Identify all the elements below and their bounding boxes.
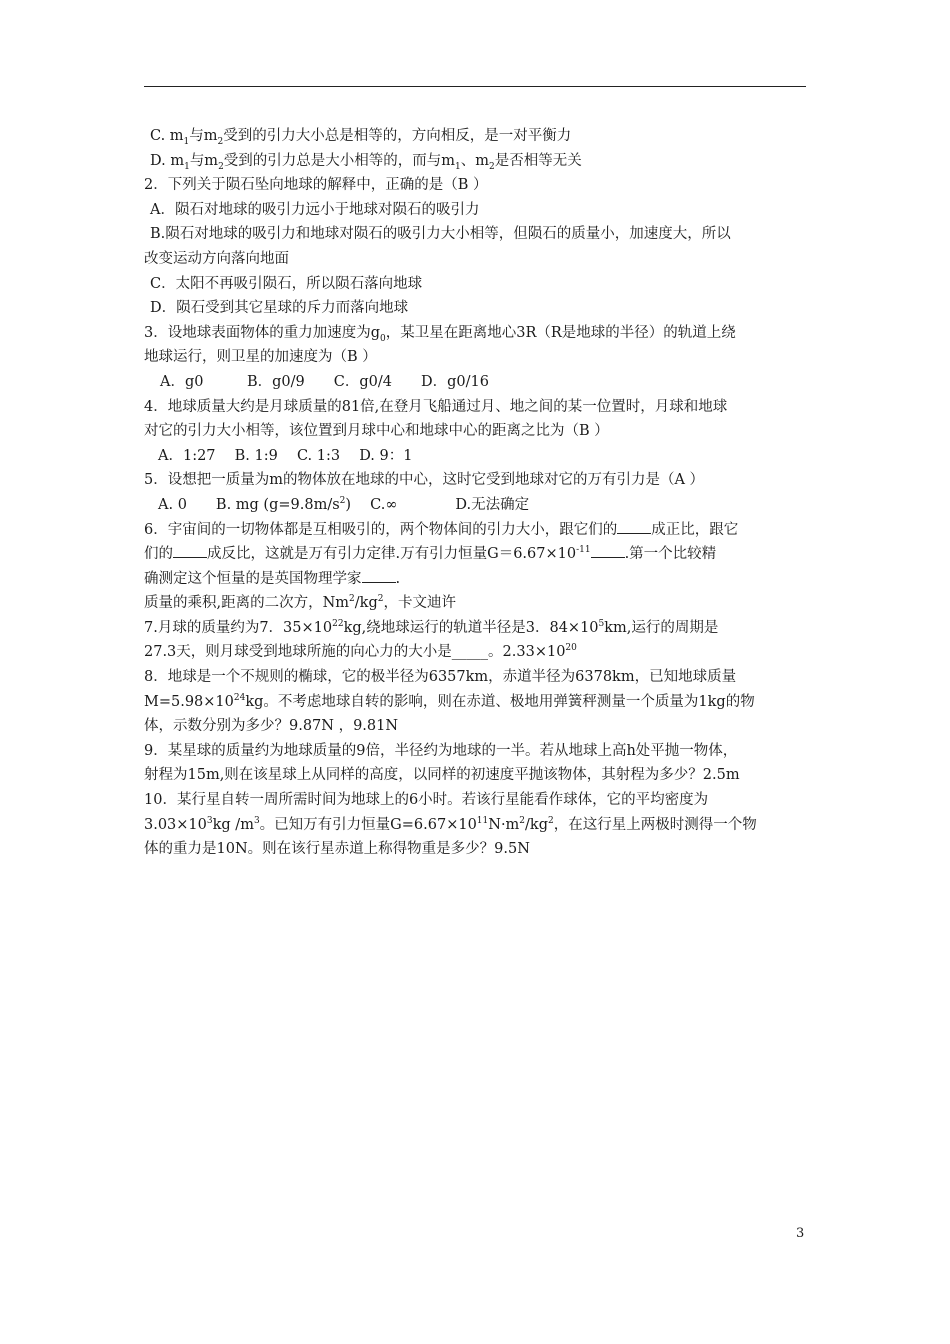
q5-options: A. 0 B. mg $(g=9.8m/s^2)$ C.∞ D.无法确定 (158, 496, 530, 513)
fill-blank (362, 568, 396, 583)
document-body (144, 124, 808, 862)
q2-stem: 2．下列关于陨石坠向地球的解释中，正确的是（B ） (144, 177, 488, 194)
q1-option-c: C. $m_1$与$m_2$受到的引力大小总是相等的，方向相反，是一对平衡力 (150, 128, 572, 147)
page-number: 3 (796, 1226, 805, 1241)
header-rule (144, 86, 806, 87)
q7-line1: 7.月球的质量约为7．$35\times 10^{22}kg$,绕地球运行的轨道半径是3．$84\times 10^5km$,运行的周期是 (144, 619, 719, 636)
q4-stem-line2: 对它的引力大小相等，该位置到月球中心和地球中心的距离之比为（B ） (144, 423, 609, 440)
q2-option-b-line2: 改变运动方向落向地面 (144, 250, 289, 267)
q5-stem: 5．设想把一质量为m的物体放在地球的中心，这时它受到地球对它的万有引力是（A ） (144, 472, 705, 489)
q2-option-d: D．陨石受到其它星球的斥力而落向地球 (150, 300, 409, 317)
q2-option-c: C．太阳不再吸引陨石，所以陨石落向地球 (150, 275, 423, 292)
q1-option-d: D. $m_1$与$m_2$受到的引力总是大小相等的，而与$m_1$、$m_2$是否相等无关 (150, 152, 582, 172)
q10-line3: 体的重力是10N。则在该行星赤道上称得物重是多少？9.5N (144, 841, 530, 858)
q7-line2: 27.3天，则月球受到地球所施的向心力的大小是_____。$2.33\times 10^{20}$ (144, 643, 577, 661)
q8-line3: 体，示数分别为多少？9.87N ，9.81N (144, 718, 399, 735)
q3-stem-line1: 3．设地球表面物体的重力加速度为$g_0$，某卫星在距离地心3R（R是地球的半径）的轨道上绕 (144, 324, 736, 344)
q6-line1: 6．宇宙间的一切物体都是互相吸引的，两个物体间的引力大小，跟它们的 成正比，跟它 (144, 518, 808, 543)
q10-line2: $3.03\times 10^3kg$ $/m^3$。已知万有引力恒量$G=6.67\times 10^{11}N\cdot m^2/kg^2$，在这行星上两极时测得一个物 (144, 815, 757, 833)
q6-line2: 们的 成反比，这就是万有引力定律.万有引力恒量$G=6.67\times 10^{-11}$ .第一个比较精 (144, 542, 808, 567)
fill-blank (617, 519, 651, 534)
fill-blank (173, 543, 207, 558)
q9-line1: 9．某星球的质量约为地球质量的9倍，半径约为地球的一半。若从地球上高h处平抛一物体， (144, 742, 738, 759)
q3-options: A．g0 B．g0/9 C．g0/4 D．g0/16 (160, 373, 489, 390)
fill-blank (591, 543, 625, 558)
q4-stem-line1: 4．地球质量大约是月球质量的81倍,在登月飞船通过月、地之间的某一位置时，月球和地球 (144, 398, 728, 415)
q2-option-b-line1: B.陨石对地球的吸引力和地球对陨石的吸引力大小相等，但陨石的质量小，加速度大，所以 (150, 226, 731, 243)
q8-line1: 8．地球是一个不规则的椭球，它的极半径为6357km，赤道半径为6378km，已知地球质量 (144, 669, 737, 686)
q9-line2: 射程为15m,则在该星球上从同样的高度，以同样的初速度平抛该物体，其射程为多少？2.5m (144, 767, 740, 784)
q10-line1: 10．某行星自转一周所需时间为地球上的6小时。若该行星能看作球体，它的平均密度为 (144, 792, 709, 809)
q6-answer: 质量的乘积,距离的二次方，$Nm^2/kg^2$，卡文迪许 (144, 594, 456, 612)
q2-option-a: A．陨石对地球的吸引力远小于地球对陨石的吸引力 (150, 201, 480, 218)
q6-line3: 确测定这个恒量的是英国物理学家 . (144, 567, 808, 592)
q8-line2: $M=5.98\times 10^{24}kg$。不考虑地球自转的影响，则在赤道、极地用弹簧秤测量一个质量为1kg的物 (144, 692, 755, 710)
q4-options: A．1:27 B. 1:9 C. 1:3 D. 9：1 (158, 447, 413, 464)
q3-stem-line2: 地球运行，则卫星的加速度为（B ） (144, 349, 377, 366)
